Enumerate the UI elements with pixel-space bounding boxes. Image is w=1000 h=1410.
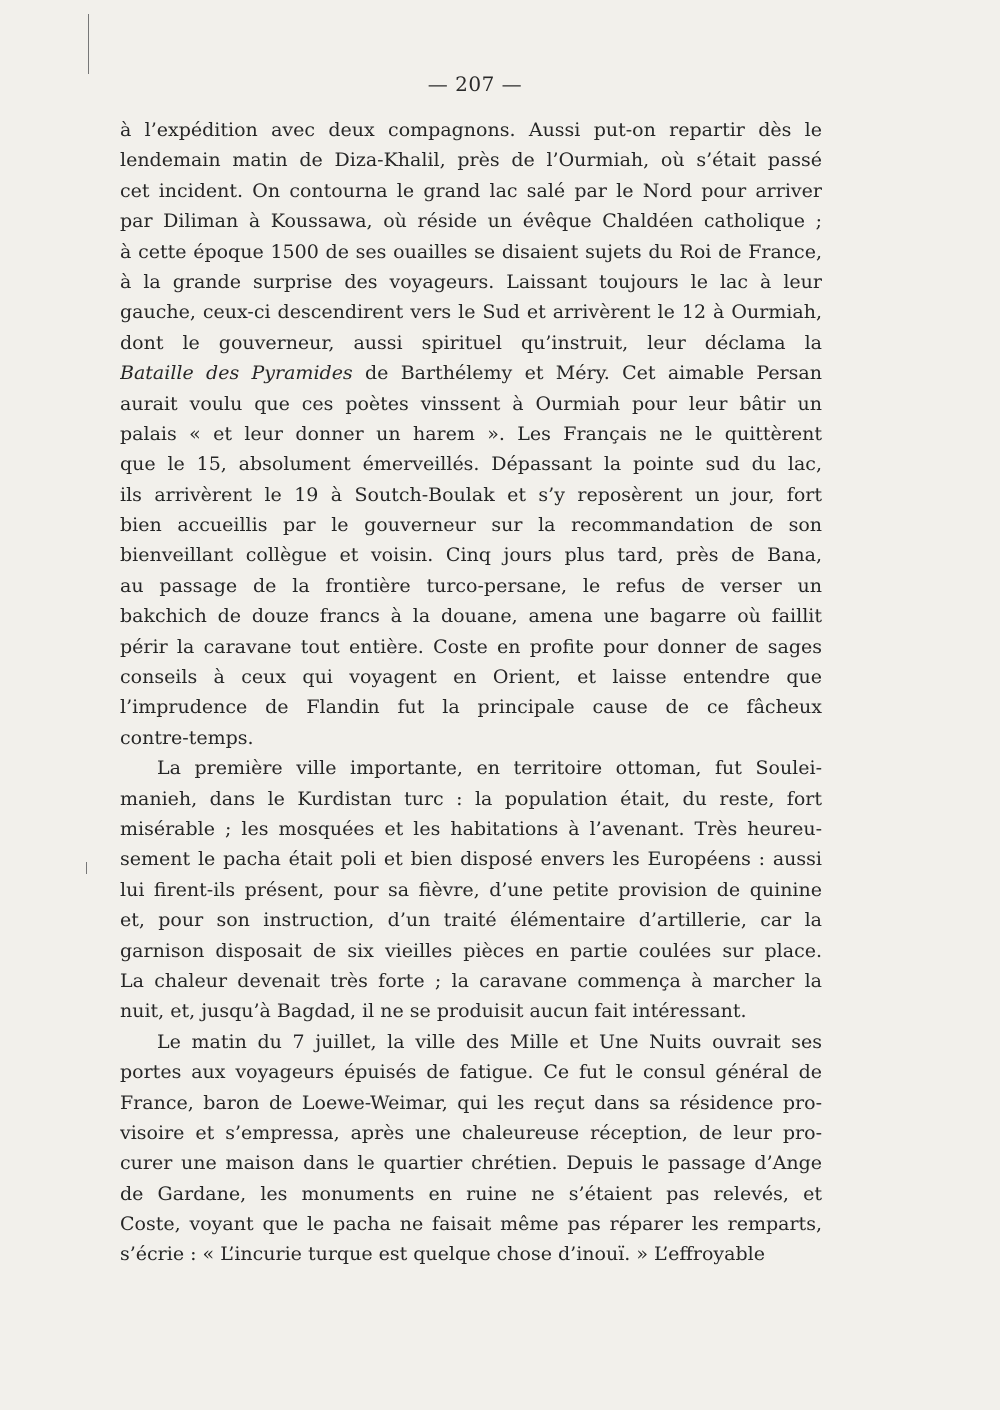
text-line: bienveillant collègue et voisin. Cinq jours plus tard, près de Bana, bbox=[120, 544, 822, 567]
text-line: nuit, et, jusqu’à Bagdad, il ne se produisit aucun fait intéressant. bbox=[120, 1000, 747, 1023]
text-line: palais « et leur donner un harem ». Les Français ne le quittèrent bbox=[120, 422, 822, 445]
text-line: ils arrivèrent le 19 à Soutch-Boulak et s’y reposèrent un jour, fort bbox=[120, 483, 822, 506]
text-line: à cette époque 1500 de ses ouailles se disaient sujets du Roi de France, bbox=[120, 240, 822, 263]
text-line: portes aux voyageurs épuisés de fatigue. Ce fut le consul général de bbox=[120, 1061, 822, 1084]
text-line: bakchich de douze francs à la douane, amena une bagarre où faillit bbox=[120, 605, 822, 628]
text-line: manieh, dans le Kurdistan turc : la population était, du reste, fort bbox=[120, 787, 822, 810]
text-line: s’écrie : « L’incurie turque est quelque chose d’inouï. » L’effroyable bbox=[120, 1243, 765, 1266]
margin-mark-top bbox=[88, 14, 89, 74]
margin-mark-side bbox=[86, 862, 87, 874]
text-line: visoire et s’empressa, après une chaleureuse réception, de leur pro- bbox=[120, 1121, 822, 1144]
text-line: au passage de la frontière turco-persane, le refus de verser un bbox=[120, 574, 822, 597]
text-line: France, baron de Loewe-Weimar, qui les reçut dans sa résidence pro- bbox=[120, 1091, 822, 1114]
text-line: cet incident. On contourna le grand lac salé par le Nord pour arriver bbox=[120, 179, 822, 202]
text-line: Coste, voyant que le pacha ne faisait même pas réparer les remparts, bbox=[120, 1213, 822, 1236]
text-line: gauche, ceux-ci descendirent vers le Sud et arrivèrent le 12 à Ourmiah, bbox=[120, 301, 822, 324]
text-line: garnison disposait de six vieilles pièces en partie coulées sur place. bbox=[120, 939, 822, 962]
text-line: par Diliman à Koussawa, où réside un évêque Chaldéen catholique ; bbox=[120, 210, 822, 233]
paragraph bbox=[120, 115, 822, 753]
text-line: Le matin du 7 juillet, la ville des Mille et Une Nuits ouvrait ses bbox=[157, 1030, 822, 1053]
text-line: aurait voulu que ces poètes vinssent à Ourmiah pour leur bâtir un bbox=[120, 392, 822, 415]
paragraph bbox=[120, 1027, 822, 1270]
text-line: contre-temps. bbox=[120, 726, 254, 749]
paragraph bbox=[120, 753, 822, 1027]
text-line: sement le pacha était poli et bien disposé envers les Européens : aussi bbox=[120, 848, 822, 871]
text-line: l’imprudence de Flandin fut la principale cause de ce fâcheux bbox=[120, 696, 822, 719]
text-line: de Gardane, les monuments en ruine ne s’étaient pas relevés, et bbox=[120, 1182, 822, 1205]
text-line: La chaleur devenait très forte ; la caravane commença à marcher la bbox=[120, 969, 822, 992]
text-line: dont le gouverneur, aussi spirituel qu’instruit, leur déclama la bbox=[120, 331, 822, 354]
text-line: à la grande surprise des voyageurs. Laissant toujours le lac à leur bbox=[120, 270, 822, 293]
text-line: à l’expédition avec deux compagnons. Aussi put-on repartir dès le bbox=[120, 119, 822, 141]
text-line: bien accueillis par le gouverneur sur la recommandation de son bbox=[120, 514, 822, 537]
text-line: misérable ; les mosquées et les habitations à l’avenant. Très heureu- bbox=[120, 817, 822, 840]
text-line: que le 15, absolument émerveillés. Dépassant la pointe sud du lac, bbox=[120, 453, 822, 476]
text-line: et, pour son instruction, d’un traité élémentaire d’artillerie, car la bbox=[120, 909, 822, 932]
book-title-italic: Bataille des Pyramides bbox=[120, 362, 353, 385]
text-line: périr la caravane tout entière. Coste en profite pour donner de sages bbox=[120, 635, 822, 658]
body-text bbox=[120, 115, 822, 1270]
text-line: lendemain matin de Diza-Khalil, près de l’Ourmiah, où s’était passé bbox=[120, 149, 822, 172]
text-line: conseils à ceux qui voyagent en Orient, et laisse entendre que bbox=[120, 666, 822, 689]
text-line: Bataille des Pyramides de Barthélemy et Méry. Cet aimable Persan bbox=[120, 362, 822, 385]
text-line: lui firent-ils présent, pour sa fièvre, d’une petite provision de quinine bbox=[120, 878, 822, 901]
page-number: — 207 — bbox=[427, 72, 523, 96]
text-line: La première ville importante, en territoire ottoman, fut Soulei- bbox=[157, 757, 822, 780]
text-line: curer une maison dans le quartier chrétien. Depuis le passage d’Ange bbox=[120, 1152, 822, 1175]
